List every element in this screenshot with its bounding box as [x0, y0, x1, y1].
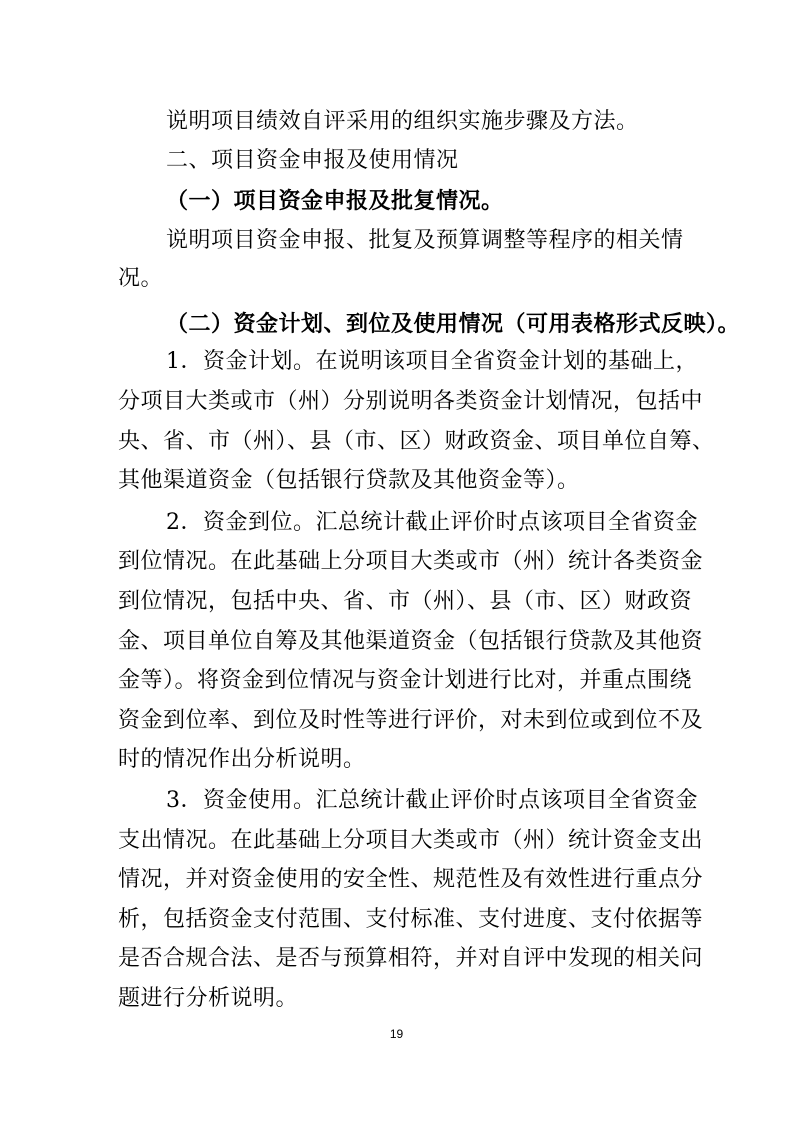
- body-text-line: 到位情况，包括中央、省、市（州）、县（市、区）财政资: [118, 589, 693, 614]
- body-text-line: 分项目大类或市（州）分别说明各类资金计划情况，包括中: [118, 389, 704, 414]
- body-text-line: 题进行分析说明。: [118, 986, 299, 1011]
- body-text-line: 析，包括资金支付范围、支付标准、支付进度、支付依据等: [118, 907, 704, 932]
- section-heading: 二、项目资金申报及使用情况: [166, 148, 459, 173]
- body-text-line: 说明项目资金申报、批复及预算调整等程序的相关情: [166, 228, 684, 253]
- body-text-line: 央、省、市（州）、县（市、区）财政资金、项目单位自筹、: [118, 429, 715, 454]
- body-text-line: 其他渠道资金（包括银行贷款及其他资金等）。: [118, 468, 580, 493]
- body-text-line: 资金到位率、到位及时性等进行评价，对未到位或到位不及: [118, 708, 704, 733]
- body-text-line: 3．资金使用。汇总统计截止评价时点该项目全省资金: [166, 788, 698, 813]
- body-text-line: 况。: [118, 266, 164, 291]
- body-text-line: 支出情况。在此基础上分项目大类或市（州）统计资金支出: [118, 828, 704, 853]
- body-text-line: 1．资金计划。在说明该项目全省资金计划的基础上，: [166, 349, 698, 374]
- body-text-line: 是否合规合法、是否与预算相符，并对自评中发现的相关问: [118, 946, 704, 971]
- subsection-heading: （二）资金计划、到位及使用情况（可用表格形式反映）。: [166, 311, 741, 337]
- body-text-line: 时的情况作出分析说明。: [118, 747, 366, 772]
- body-text-line: 金等）。将资金到位情况与资金计划进行比对，并重点围绕: [118, 668, 693, 693]
- body-text-line: 到位情况。在此基础上分项目大类或市（州）统计各类资金: [118, 549, 704, 574]
- body-text-line: 2．资金到位。汇总统计截止评价时点该项目全省资金: [166, 510, 698, 535]
- body-text-line: 说明项目绩效自评采用的组织实施步骤及方法。: [166, 109, 639, 134]
- body-text-line: 金、项目单位自筹及其他渠道资金（包括银行贷款及其他资: [118, 629, 704, 654]
- body-text-line: 情况，并对资金使用的安全性、规范性及有效性进行重点分: [118, 867, 704, 892]
- subsection-heading: （一）项目资金申报及批复情况。: [166, 188, 504, 214]
- page-number: 19: [389, 1027, 404, 1041]
